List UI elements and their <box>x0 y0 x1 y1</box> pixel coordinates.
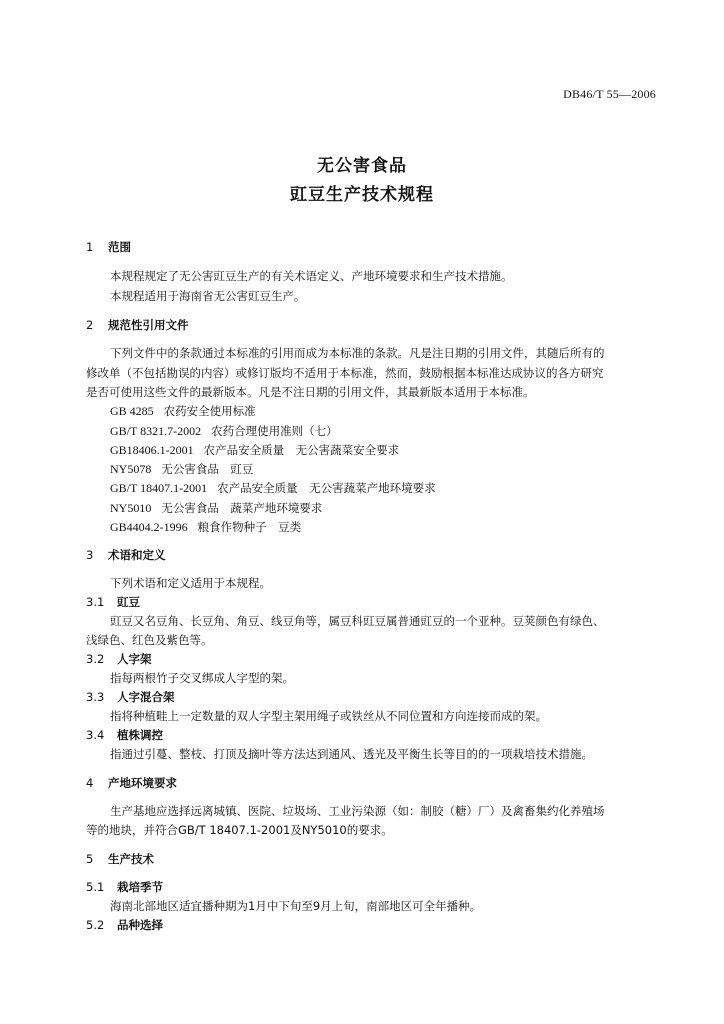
reference-title: 农药安全使用标准 <box>163 404 256 418</box>
reference-title: 农产品安全质量 无公害蔬菜安全要求 <box>203 443 400 457</box>
section-title: 生产技术 <box>108 852 154 866</box>
paragraph: 指每两根竹子交叉绑成人字型的架。 <box>110 671 294 685</box>
subsection-3-2-heading <box>86 651 152 667</box>
reference-title: 粮食作物种子 豆类 <box>197 520 302 534</box>
subsection-title: 栽培季节 <box>117 880 163 894</box>
subsection-number: 3.1 <box>86 595 105 609</box>
section-number: 5 <box>86 852 94 866</box>
section-title: 范围 <box>108 240 131 254</box>
section-4-heading <box>86 775 177 791</box>
reference-item <box>110 461 253 477</box>
subsection-title: 人字混合架 <box>117 690 175 704</box>
reference-item <box>110 500 322 516</box>
section-number: 1 <box>86 240 94 254</box>
subsection-3-1-heading <box>86 594 140 610</box>
section-number: 3 <box>86 548 94 562</box>
paragraph: 下列术语和定义适用于本规程。 <box>110 576 271 590</box>
reference-code: GB 4285 <box>110 404 154 418</box>
subsection-number: 3.3 <box>86 690 105 704</box>
reference-item <box>110 442 399 458</box>
reference-title: 农产品安全质量 无公害蔬菜产地环境要求 <box>217 481 436 495</box>
subsection-number: 3.2 <box>86 652 105 666</box>
section-number: 4 <box>86 776 94 790</box>
reference-code: NY5010 <box>110 501 152 515</box>
paragraph-continued: 浅绿色、红色及紫色等。 <box>86 633 213 647</box>
reference-code: GB4404.2-1996 <box>110 520 188 534</box>
subsection-3-3-heading <box>86 689 175 705</box>
section-number: 2 <box>86 318 94 332</box>
section-3-heading <box>86 547 166 563</box>
section-2-heading <box>86 317 189 333</box>
reference-title: 无公害食品 蔬菜产地环境要求 <box>161 501 323 515</box>
paragraph: 豇豆又名豆角、长豆角、角豆、线豆角等，属豆科豇豆属普通豇豆的一个亚种。豆荚颜色有绿色、 <box>110 614 605 628</box>
subsection-title: 品种选择 <box>117 918 163 932</box>
paragraph: 生产基地应选择远离城镇、医院、垃圾场、工业污染源（如：制胶（糖）厂）及禽畜集约化养殖场 <box>110 804 605 818</box>
reference-item <box>110 403 256 419</box>
standard-code: DB46/T 55—2006 <box>563 87 656 101</box>
subsection-3-4-heading <box>86 727 163 743</box>
reference-title: 无公害食品 豇豆 <box>161 462 254 476</box>
paragraph-continued: 修改单（不包括勘误的内容）或修订版均不适用于本标准，然而，鼓励根据本标准达成协议的各方研究 <box>86 366 604 380</box>
paragraph-continued: 等的地块，并符合GB/T 18407.1-2001及NY5010的要求。 <box>86 823 393 837</box>
reference-item <box>110 423 338 439</box>
subsection-title: 人字架 <box>117 652 152 666</box>
paragraph: 本规程适用于海南省无公害豇豆生产。 <box>110 289 306 303</box>
subsection-5-2-heading <box>86 917 163 933</box>
section-title: 术语和定义 <box>108 548 166 562</box>
paragraph: 本规程规定了无公害豇豆生产的有关术语定义、产地环境要求和生产技术措施。 <box>110 269 513 283</box>
doc-title-line2: 豇豆生产技术规程 <box>290 185 434 205</box>
paragraph: 指通过引蔓、整枝、打顶及摘叶等方法达到通风、透光及平衡生长等目的的一项栽培技术措施。 <box>110 747 593 761</box>
doc-title-line1: 无公害食品 <box>317 156 407 176</box>
paragraph: 海南北部地区适宜播种期为1月中下旬至9月上旬，南部地区可全年播种。 <box>110 899 482 913</box>
reference-code: NY5078 <box>110 462 152 476</box>
subsection-number: 5.1 <box>86 880 105 894</box>
paragraph: 指将种植畦上一定数量的双人字型主架用绳子或铁丝从不同位置和方向连接而成的架。 <box>110 709 547 723</box>
subsection-5-1-heading <box>86 879 163 895</box>
section-1-heading <box>86 239 131 255</box>
reference-item <box>110 480 436 496</box>
subsection-number: 5.2 <box>86 918 105 932</box>
section-title: 产地环境要求 <box>108 776 177 790</box>
subsection-number: 3.4 <box>86 728 105 742</box>
section-title: 规范性引用文件 <box>108 318 189 332</box>
reference-title: 农药合理使用准则（七） <box>211 424 338 438</box>
paragraph: 下列文件中的条款通过本标准的引用而成为本标准的条款。凡是注日期的引用文件，其随后所有的 <box>110 346 605 360</box>
subsection-title: 植株调控 <box>117 728 163 742</box>
reference-code: GB18406.1-2001 <box>110 443 194 457</box>
reference-item <box>110 519 301 535</box>
reference-code: GB/T 18407.1-2001 <box>110 481 208 495</box>
reference-code: GB/T 8321.7-2002 <box>110 424 202 438</box>
section-5-heading <box>86 851 154 867</box>
subsection-title: 豇豆 <box>117 595 140 609</box>
paragraph-continued: 是否可使用这些文件的最新版本。凡是不注日期的引用文件，其最新版本适用于本标准。 <box>86 385 535 399</box>
